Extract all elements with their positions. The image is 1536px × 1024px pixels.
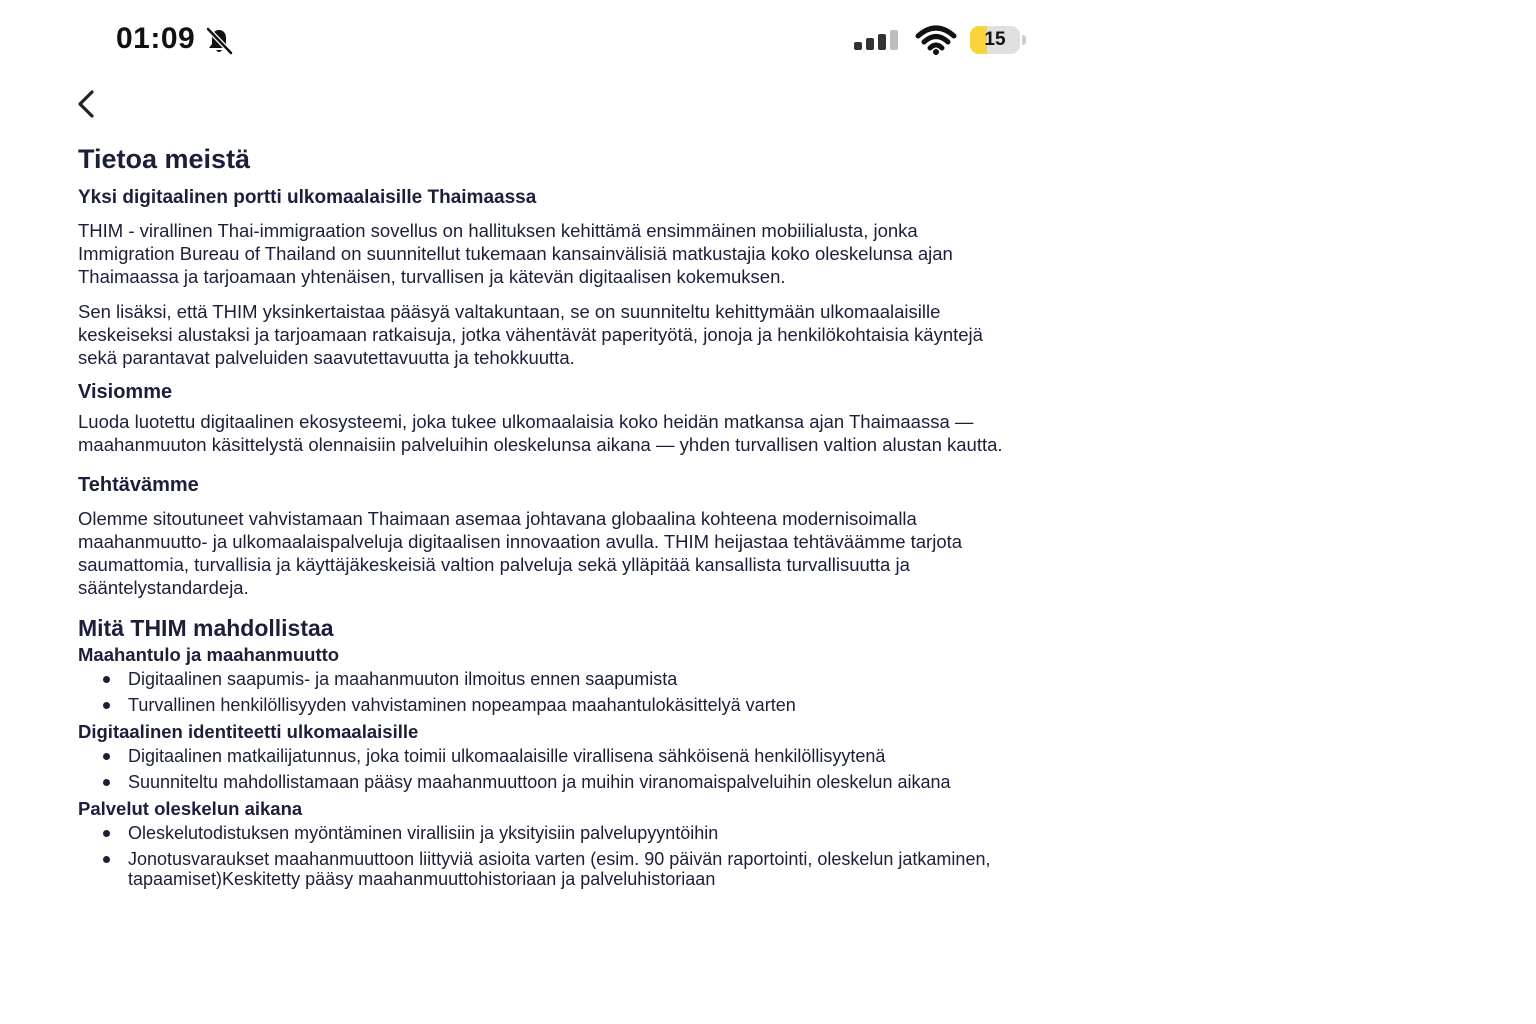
battery-cap bbox=[1022, 35, 1026, 45]
vision-text: Luoda luotettu digitaalinen ekosysteemi, joka tukee ulkomaalaisia koko heidän matkansa ajan Thaimaassa — maahanmuuton käsittelystä olennaisiin palveluihin oleskelunsa aikana — yhden turvallisen valtion alustan kautta. bbox=[78, 411, 1003, 455]
list-item: Oleskelutodistuksen myöntäminen virallisiin ja yksityisiin palvelupyyntöihin bbox=[128, 823, 1018, 843]
battery-icon bbox=[970, 26, 1020, 54]
mission-text: Olemme sitoutuneet vahvistamaan Thaimaan asemaa johtavana globaalina kohteena modernisoimalla maahanmuutto- ja ulkomaalaispalveluja digitaalisen innovaation avulla. THIM heijastaa tehtäväämme tarjota saumattomia, turvallisia ja käyttäjäkeskeisiä valtion palveluja sekä ylläpitää kansallista turvallisuutta ja sääntelystandardeja. bbox=[78, 508, 963, 598]
battery-level: 15 bbox=[984, 29, 1006, 50]
page-title: Tietoa meistä bbox=[78, 144, 251, 174]
list-item: Jonotusvaraukset maahanmuuttoon liittyviä asioita varten (esim. 90 päivän raportointi, oleskelun jatkaminen, tapaamiset)Keskitetty pääsy maahanmuuttohistoriaan ja palveluhistoriaan bbox=[128, 849, 1018, 889]
intro-paragraph-1: THIM - virallinen Thai-immigraation sovellus on hallituksen kehittämä ensimmäinen mobiilialusta, jonka Immigration Bureau of Thailand on suunnitellut tukemaan kansainvälisiä matkustajia koko oleskelunsa ajan Thaimaassa ja tarjoamaan yhtenäisen, turvallisen ja kätevän digitaalisen kokemuksen. bbox=[78, 220, 953, 287]
vision-heading: Visiomme bbox=[78, 381, 173, 403]
page-content bbox=[78, 140, 1018, 895]
chevron-left-icon bbox=[80, 92, 92, 116]
cellular-signal-icon bbox=[852, 28, 900, 54]
list-item: Digitaalinen saapumis- ja maahanmuuton ilmoitus ennen saapumista bbox=[128, 669, 1018, 689]
status-time: 01:09 bbox=[116, 22, 196, 55]
status-bar bbox=[0, 0, 1100, 80]
bell-slash-icon bbox=[204, 26, 234, 56]
list-item: Suunniteltu mahdollistamaan pääsy maahanmuuttoon ja muihin viranomaispalveluihin oleskelun aikana bbox=[128, 772, 1018, 792]
list-item: Digitaalinen matkailijatunnus, joka toimii ulkomaalaisille virallisena sähköisenä henkilöllisyytenä bbox=[128, 746, 1018, 766]
enables-heading: Mitä THIM mahdollistaa bbox=[78, 615, 334, 641]
list-item: Turvallinen henkilöllisyyden vahvistaminen nopeampaa maahantulokäsittelyä varten bbox=[128, 695, 1018, 715]
stay-services-list bbox=[78, 823, 1018, 889]
intro-paragraph-2: Sen lisäksi, että THIM yksinkertaistaa pääsyä valtakuntaan, se on suunniteltu kehittymään ulkomaalaisille keskeiseksi alustaksi ja tarjoamaan ratkaisuja, jotka vähentävät paperityötä, jonoja ja henkilökohtaisia käyntejä sekä parantavat palveluiden saavutettavuutta ja tehokkuutta. bbox=[78, 301, 983, 368]
group-heading-digital-identity: Digitaalinen identiteetti ulkomaalaisille bbox=[78, 721, 419, 742]
digital-identity-list bbox=[78, 746, 1018, 792]
back-button[interactable] bbox=[70, 84, 106, 124]
group-heading-stay-services: Palvelut oleskelun aikana bbox=[78, 798, 303, 819]
group-heading-entry: Maahantulo ja maahanmuutto bbox=[78, 644, 340, 665]
mission-heading: Tehtävämme bbox=[78, 474, 199, 496]
page-subtitle: Yksi digitaalinen portti ulkomaalaisille Thaimaassa bbox=[78, 187, 537, 208]
entry-list bbox=[78, 669, 1018, 715]
wifi-icon bbox=[914, 24, 958, 56]
